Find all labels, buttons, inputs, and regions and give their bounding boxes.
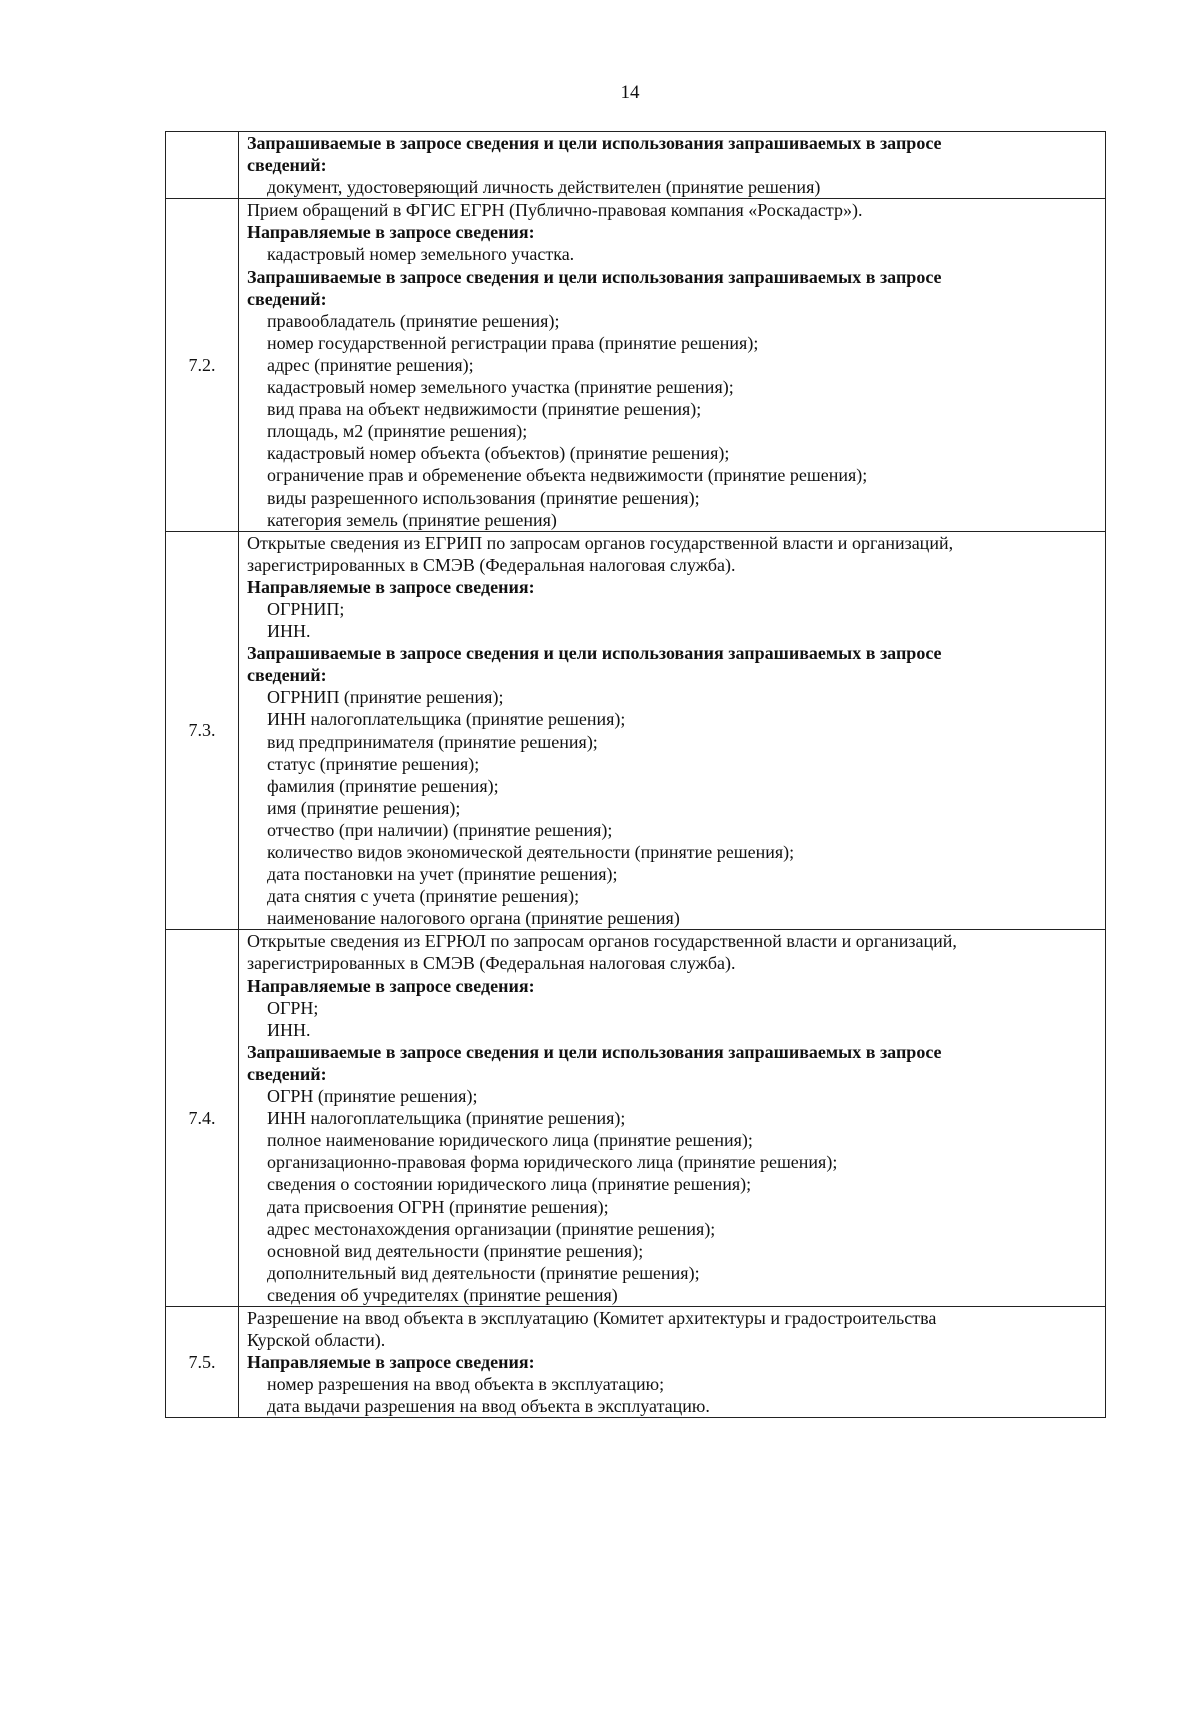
row-number: 7.3.	[188, 720, 216, 741]
content-line: ИНН.	[267, 1019, 311, 1040]
content-line: Разрешение на ввод объекта в эксплуатацию (Комитет архитектуры и градостроительства	[247, 1307, 937, 1328]
content-line: полное наименование юридического лица (принятие решения);	[267, 1130, 753, 1151]
page-number: 14	[620, 82, 640, 103]
content-line: кадастровый номер земельного участка.	[267, 244, 575, 265]
content-line: ИНН налогоплательщика (принятие решения);	[267, 709, 626, 730]
content-line: Открытые сведения из ЕГРЮЛ по запросам органов государственной власти и организаций,	[247, 931, 957, 952]
content-line: сведения о состоянии юридического лица (принятие решения);	[267, 1174, 752, 1195]
content-line: дата выдачи разрешения на ввод объекта в эксплуатацию.	[267, 1396, 710, 1417]
content-line: кадастровый номер земельного участка (принятие решения);	[267, 377, 734, 398]
content-line: Прием обращений в ФГИС ЕГРН (Публично-правовая компания «Роскадастр»).	[247, 200, 863, 221]
section-heading-line: сведений:	[247, 1063, 327, 1084]
content-line: дата снятия с учета (принятие решения);	[267, 886, 580, 907]
content-line: организационно-правовая форма юридического лица (принятие решения);	[267, 1152, 838, 1173]
content-line: имя (принятие решения);	[267, 797, 461, 818]
section-heading-line: Направляемые в запросе сведения:	[247, 576, 535, 597]
table-row	[166, 930, 1106, 1307]
content-line: зарегистрированных в СМЭВ (Федеральная налоговая служба).	[247, 554, 736, 575]
requirements-table	[165, 131, 1106, 1418]
row-content-cell	[239, 531, 1106, 930]
row-content-cell	[239, 1306, 1106, 1417]
content-line: основной вид деятельности (принятие решения);	[267, 1240, 644, 1261]
section-heading-line: Запрашиваемые в запросе сведения и цели использования запрашиваемых в запросе	[247, 266, 942, 287]
row-content-cell	[239, 930, 1106, 1307]
section-heading-line: сведений:	[247, 288, 327, 309]
row-content-cell	[239, 199, 1106, 531]
content-line: ИНН.	[267, 621, 311, 642]
table-row	[166, 132, 1106, 199]
content-line: количество видов экономической деятельности (принятие решения);	[267, 842, 795, 862]
section-heading-line: Направляемые в запросе сведения:	[247, 975, 535, 996]
content-line: фамилия (принятие решения);	[267, 775, 499, 796]
content-line: ограничение прав и обременение объекта недвижимости (принятие решения);	[267, 465, 868, 486]
section-heading-line: сведений:	[247, 155, 327, 176]
row-number-cell	[166, 1306, 239, 1417]
row-number-cell	[166, 531, 239, 930]
section-heading-line: Запрашиваемые в запросе сведения и цели использования запрашиваемых в запросе	[247, 133, 942, 153]
content-line: виды разрешенного использования (принятие решения);	[267, 487, 700, 508]
content-line: Открытые сведения из ЕГРИП по запросам органов государственной власти и организаций,	[247, 532, 954, 553]
content-line: документ, удостоверяющий личность действителен (принятие решения)	[267, 177, 821, 198]
content-line: дата постановки на учет (принятие решения);	[267, 864, 618, 885]
content-line: ИНН налогоплательщика (принятие решения);	[267, 1108, 626, 1129]
section-heading-line: Направляемые в запросе сведения:	[247, 222, 535, 243]
content-line: адрес местонахождения организации (принятие решения);	[267, 1218, 716, 1239]
content-line: категория земель (принятие решения)	[267, 509, 557, 530]
content-line: дополнительный вид деятельности (принятие решения);	[267, 1262, 700, 1283]
row-number-cell	[166, 930, 239, 1307]
table-body	[166, 132, 1106, 1418]
content-line: номер разрешения на ввод объекта в эксплуатацию;	[267, 1374, 665, 1395]
content-line: номер государственной регистрации права (принятие решения);	[267, 332, 759, 353]
content-line: Курской области).	[247, 1330, 386, 1351]
content-line: статус (принятие решения);	[267, 753, 480, 774]
content-line: правообладатель (принятие решения);	[267, 310, 560, 331]
section-heading-line: Запрашиваемые в запросе сведения и цели использования запрашиваемых в запросе	[247, 1041, 942, 1062]
content-line: дата присвоения ОГРН (принятие решения);	[267, 1196, 609, 1217]
row-number: 7.5.	[188, 1352, 216, 1373]
row-content-cell	[239, 132, 1106, 199]
content-line: площадь, м2 (принятие решения);	[267, 421, 528, 442]
row-number: 7.2.	[188, 354, 216, 375]
content-line: зарегистрированных в СМЭВ (Федеральная налоговая служба).	[247, 953, 736, 974]
content-line: наименование налогового органа (принятие решения)	[267, 908, 680, 929]
content-line: ОГРНИП;	[267, 598, 345, 619]
content-line: вид предпринимателя (принятие решения);	[267, 731, 598, 752]
content-line: вид права на объект недвижимости (принятие решения);	[267, 399, 702, 420]
row-number-cell	[166, 132, 239, 199]
table-row	[166, 199, 1106, 531]
content-line: сведения об учредителях (принятие решения)	[267, 1284, 618, 1305]
section-heading-line: сведений:	[247, 665, 327, 686]
content-line: кадастровый номер объекта (объектов) (принятие решения);	[267, 443, 730, 464]
section-heading-line: Направляемые в запросе сведения:	[247, 1352, 535, 1373]
content-line: ОГРН (принятие решения);	[267, 1086, 478, 1107]
table-row	[166, 1306, 1106, 1417]
content-line: отчество (при наличии) (принятие решения);	[267, 819, 613, 840]
row-number: 7.4.	[188, 1108, 216, 1129]
row-number-cell	[166, 199, 239, 531]
section-heading-line: Запрашиваемые в запросе сведения и цели использования запрашиваемых в запросе	[247, 643, 942, 664]
content-line: ОГРНИП (принятие решения);	[267, 687, 504, 708]
content-line: адрес (принятие решения);	[267, 354, 474, 375]
table-row	[166, 531, 1106, 930]
content-line: ОГРН;	[267, 997, 319, 1018]
